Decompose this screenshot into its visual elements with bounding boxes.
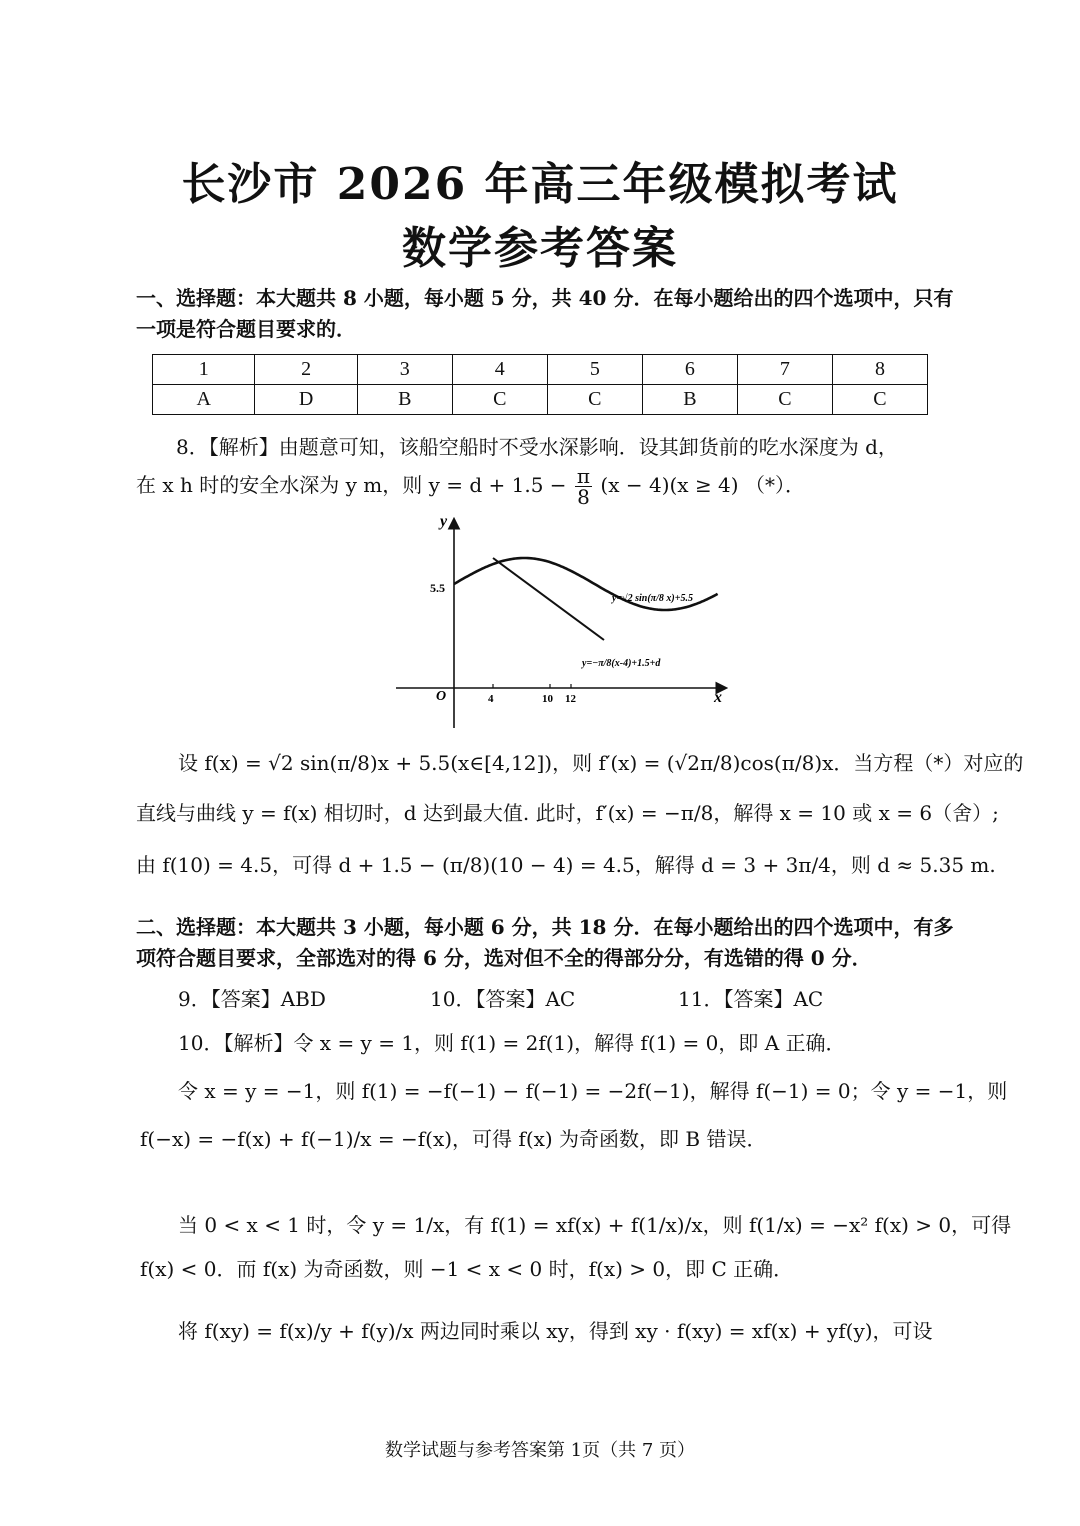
q10-line3: f(−x) = −f(x) + f(−1)/x = −f(x)，可得 f(x) 为奇函数，即 B 错误．: [140, 1127, 767, 1151]
question-number-cell: 7: [737, 355, 832, 385]
answer-cell: D: [255, 385, 357, 415]
page-footer: 数学试题与参考答案第 1页（共 7 页）: [384, 1440, 696, 1461]
section1-heading: 一、选择题：本大题共 8 小题，每小题 5 分，共 40 分．在每小题给出的四个选项中，只有一项是符合题目要求的．: [136, 286, 954, 341]
answer-11: 11．【答案】AC: [678, 987, 824, 1011]
x-tick-label-12: 12: [565, 693, 576, 705]
question-number-cell: 8: [832, 355, 927, 385]
question-number-cell: 1: [153, 355, 255, 385]
q8-line2: [136, 466, 805, 507]
x-tick-label-4: 4: [488, 693, 494, 705]
question-number-cell: 6: [642, 355, 737, 385]
exam-title: 长沙市 2026 年高三年级模拟考试: [181, 159, 899, 210]
q10-line5: f(x) < 0．而 f(x) 为奇函数，则 −1 < x < 0 时，f(x) > 0，即 C 正确．: [140, 1257, 794, 1281]
q10-line6: 将 f(xy) = f(x)/y + f(y)/x 两边同时乘以 xy，得到 xy · f(xy) = xf(x) + yf(y)，可设: [178, 1319, 933, 1343]
q8-line5: 由 f(10) = 4.5，可得 d + 1.5 − (π/8)(10 − 4) = 4.5，解得 d = 3 + 3π/4，则 d ≈ 5.35 m.: [136, 853, 996, 877]
q8-line4: 直线与曲线 y = f(x) 相切时，d 达到最大值. 此时，f′(x) = −π/8，解得 x = 10 或 x = 6（舍）;: [136, 801, 999, 825]
tangent-graph: [380, 506, 740, 734]
y-tick-label: 5.5: [430, 581, 445, 595]
answer-title: 数学参考答案: [402, 223, 678, 274]
answer-9: 9．【答案】ABD: [178, 987, 326, 1011]
answer-cell: C: [547, 385, 642, 415]
x-axis-label: x: [714, 689, 722, 706]
answer-cell: C: [737, 385, 832, 415]
q8-line2-end: (x − 4)(x ≥ 4) （*）．: [600, 473, 805, 497]
line-label: y=−π/8(x-4)+1.5+d: [582, 658, 661, 669]
q8-line2-start: 在 x h 时的安全水深为 y m，则 y = d + 1.5 −: [136, 473, 567, 497]
question-number-row: [153, 355, 928, 385]
y-axis-label: y: [440, 513, 448, 530]
answer-cell: C: [832, 385, 927, 415]
question-number-cell: 5: [547, 355, 642, 385]
curve-label: y=√2 sin(π/8 x)+5.5: [612, 593, 693, 604]
tangent-line: [493, 558, 604, 640]
pi-over-8-fraction: [575, 466, 592, 507]
q8-line1: 8．【解析】由题意可知，该船空船时不受水深影响．设其卸货前的吃水深度为 d，: [176, 435, 898, 459]
q8-line3: 设 f(x) = √2 sin(π/8)x + 5.5(x∈[4,12])，则 f′(x) = (√2π/8)cos(π/8)x．当方程（*）对应的: [178, 751, 1024, 775]
question-number-cell: 3: [357, 355, 452, 385]
x-tick-label-10: 10: [542, 693, 553, 705]
answer-row: [153, 385, 928, 415]
frac-numerator: π: [576, 464, 591, 488]
answer-cell: B: [642, 385, 737, 415]
answer-cell: C: [452, 385, 547, 415]
answer-10: 10．【答案】AC: [430, 987, 576, 1011]
q10-line1: 10．【解析】令 x = y = 1，则 f(1) = 2f(1)，解得 f(1) = 0，即 A 正确．: [178, 1031, 846, 1055]
origin-label: O: [436, 689, 447, 704]
answer-cell: B: [357, 385, 452, 415]
question-number-cell: 2: [255, 355, 357, 385]
frac-denominator: 8: [577, 485, 590, 509]
question-number-cell: 4: [452, 355, 547, 385]
section2-heading: 二、选择题：本大题共 3 小题，每小题 6 分，共 18 分．在每小题给出的四个选项中，有多项符合题目要求，全部选对的得 6 分，选对但不全的得部分分，有选错的得 0 分．: [136, 915, 954, 970]
answer-table: [152, 354, 928, 415]
q10-line4: 当 0 < x < 1 时，令 y = 1/x，有 f(1) = xf(x) + f(1/x)/x，则 f(1/x) = −x² f(x) > 0，可得: [178, 1213, 1012, 1237]
q10-line2: 令 x = y = −1，则 f(1) = −f(−1) − f(−1) = −2f(−1)，解得 f(−1) = 0；令 y = −1，则: [178, 1079, 1008, 1103]
answer-cell: A: [153, 385, 255, 415]
